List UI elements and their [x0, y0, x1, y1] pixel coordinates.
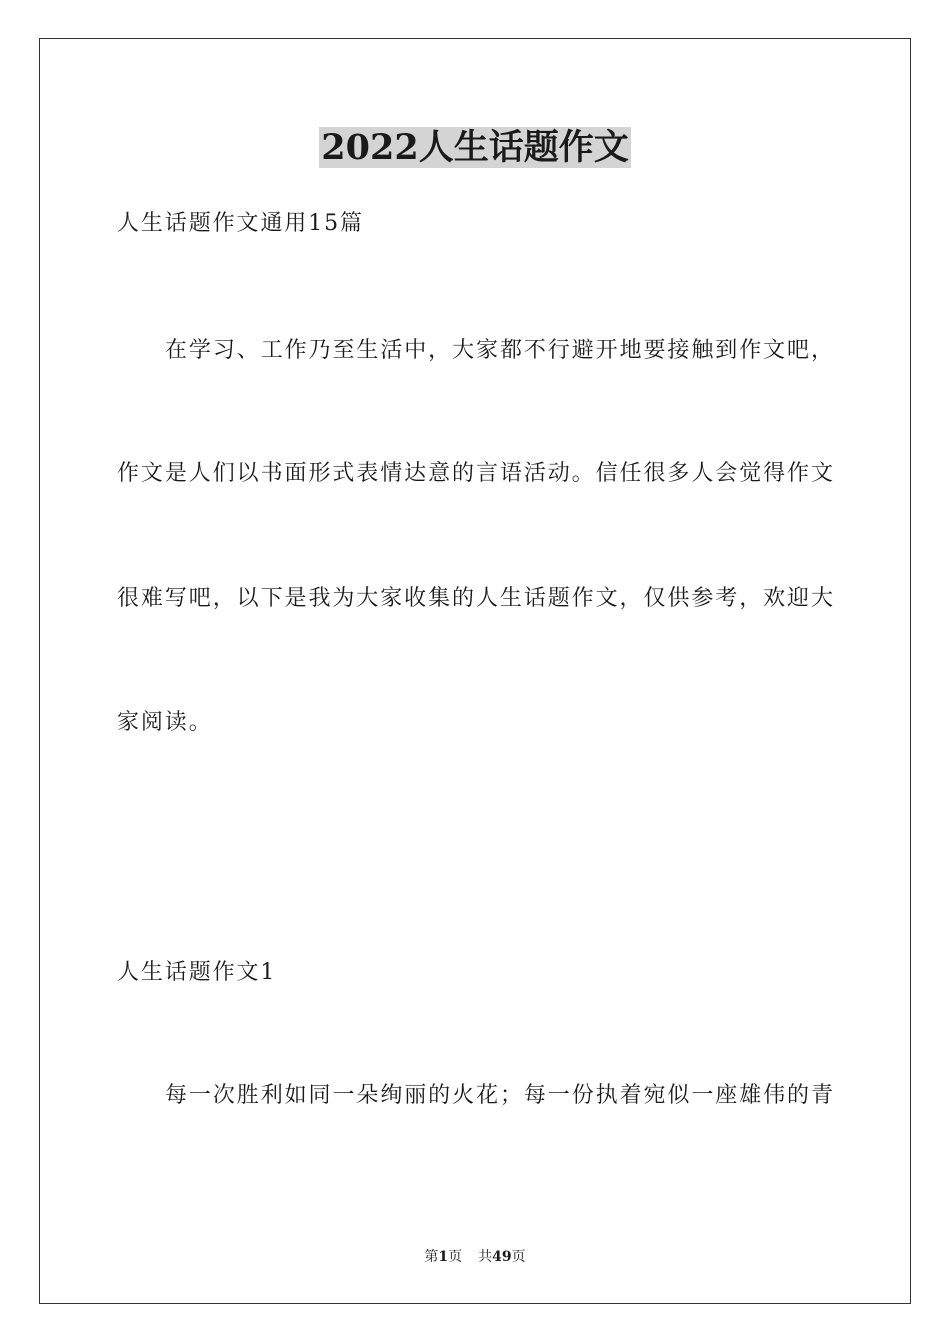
footer-total-suffix: 页: [511, 1249, 526, 1265]
intro-line-1: 在学习、工作乃至生活中，大家都不行避开地要接触到作文吧，: [165, 338, 833, 363]
section-line-1: 每一次胜利如同一朵绚丽的火花；每一份执着宛似一座雄伟的青: [165, 1083, 833, 1108]
footer-page-number: 1: [438, 1249, 449, 1265]
section-heading: 人生话题作文1: [117, 960, 277, 985]
document-title: [0, 124, 950, 172]
footer-total-prefix: 共: [478, 1249, 493, 1265]
footer-page-prefix: 第: [424, 1249, 439, 1265]
page-footer: [0, 1248, 950, 1266]
intro-line-2: 作文是人们以书面形式表情达意的言语活动。信任很多人会觉得作文: [117, 461, 833, 486]
footer-total-pages: 49: [492, 1249, 512, 1265]
footer-page-suffix: 页: [448, 1249, 463, 1265]
document-subtitle: 人生话题作文通用15篇: [117, 211, 364, 236]
document-title-text: 2022人生话题作文: [321, 127, 629, 168]
intro-line-4: 家阅读。: [117, 710, 213, 735]
intro-line-3: 很难写吧，以下是我为大家收集的人生话题作文，仅供参考，欢迎大: [117, 586, 833, 611]
